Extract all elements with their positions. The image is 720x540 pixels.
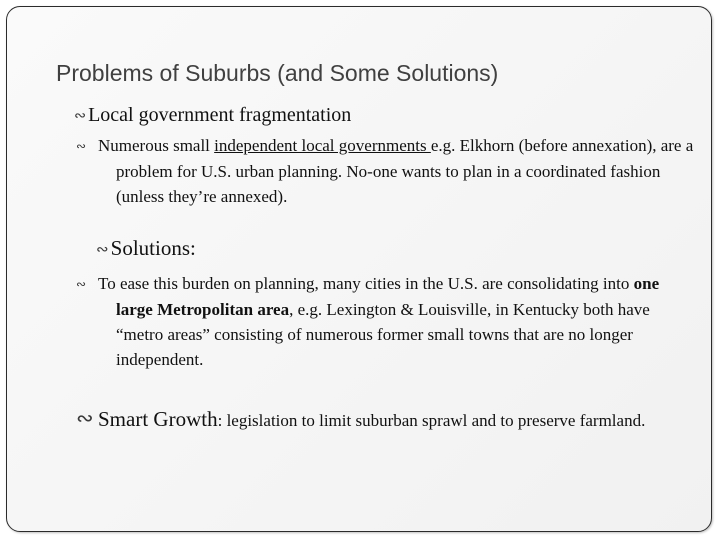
numerous-post: e.g. Elkhorn (before annexation), are a problem for U.S. urban planning. No-one wants to plan in a coordinated fashion (unless they’re annexed).	[116, 136, 694, 206]
smart-growth-heading: Smart Growth	[98, 407, 218, 431]
slide-title: Problems of Suburbs (and Some Solutions)	[56, 60, 499, 86]
bullet-smart-growth	[96, 403, 676, 437]
bullet-ease	[96, 271, 686, 372]
solutions-heading: Solutions:	[110, 236, 196, 260]
smart-growth-text: legislation to limit suburban sprawl and to preserve farmland.	[222, 411, 646, 430]
smart-growth-colon: :	[217, 411, 223, 430]
ease-pre: To ease this burden on planning, many cities in the U.S. are consolidating into	[98, 274, 634, 293]
double-chevron-bullet-icon: ∾	[74, 108, 87, 124]
bullet-local-gov	[74, 104, 351, 127]
bullet-numerous	[96, 133, 706, 209]
local-gov-text: Local government fragmentation	[88, 104, 352, 126]
ease-post: , e.g. Lexington & Louisville, in Kentucky both have “metro areas” consisting of numerous former small towns that are no longer independent.	[116, 300, 650, 369]
ease-bold: one large Metropolitan area	[116, 274, 660, 319]
double-chevron-bullet-icon: ∾	[96, 242, 109, 258]
bullet-solutions	[96, 236, 196, 261]
numerous-pre: Numerous small	[98, 136, 215, 155]
numerous-underlined: independent local governments	[214, 136, 431, 155]
